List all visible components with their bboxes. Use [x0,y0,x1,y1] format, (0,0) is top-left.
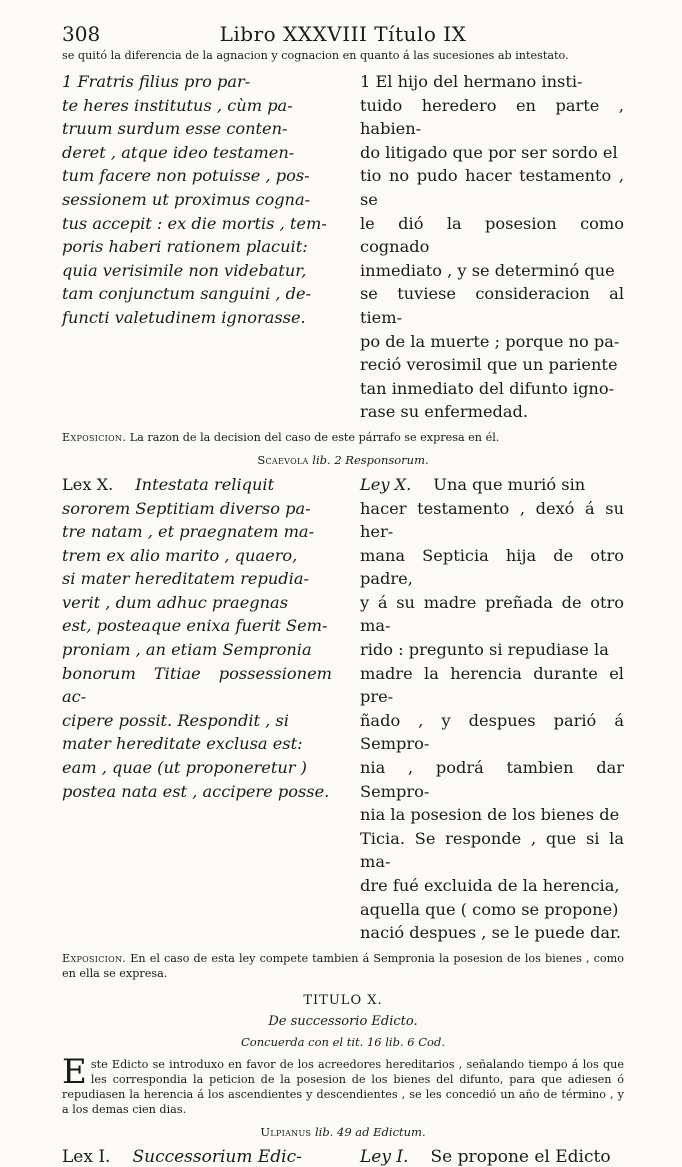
exposicion-text: En el caso de esta ley compete tambien á Sempronia la posesion de los bienes , como en ella se expresa. [62,951,624,980]
ley-label: Ley I. [360,1146,409,1167]
text-line: 1 Fratris filius pro par- [62,72,251,91]
drop-cap: E [62,1051,87,1092]
section-1 [62,70,624,424]
source-work: lib. 49 ad Edictum. [314,1124,426,1139]
running-title: Libro XXXVIII Título IX [219,22,467,46]
text-line: te heres institutus , cùm pa- [62,95,293,115]
text-line: Ticia. Se responde , que si la ma- [360,828,624,872]
text-line: do litigado que por ser sordo el [360,142,618,162]
source-citation-2 [62,1125,624,1139]
text-line: y á su madre preñada de otro ma- [360,592,624,636]
lex-label: Lex I. [62,1146,111,1167]
source-work: lib. 2 Responsorum. [312,452,429,467]
text-line: quia verisimile non videbatur, [62,260,307,280]
source-citation-1 [62,453,624,467]
text-line: tus accepit : ex die mortis , tem- [62,213,327,233]
spanish-column [360,70,624,424]
text-line: ñado , y despues parió á Sempro- [360,710,624,754]
exposicion-label: Exposicion. [62,951,127,965]
text-line: tan inmediato del difunto igno- [360,378,615,398]
text-line: nació despues , se le puede dar. [360,923,622,943]
spanish-first-line [360,473,624,497]
page-number: 308 [62,22,101,46]
text-line: tio no pudo hacer testamento , se [360,166,624,209]
spanish-column [360,473,624,945]
text-line: madre la herencia durante el pre- [360,663,624,707]
latin-first: Successorium Edic- [132,1146,302,1167]
text-line: proniam , an etiam Sempronia [62,640,312,660]
text-line: tuido heredero en parte , habien- [360,95,624,139]
continuation-line: se quitó la diferencia de la agnacion y cognacion en quanto á las sucesiones ab intestato. [62,49,569,62]
text-line: verit , dum adhuc praegnas [62,592,289,612]
text-line: postea nata est , accipere posse. [62,781,330,801]
text-line: tre natam , et praegnatem ma- [62,522,315,542]
book-page [62,18,624,1167]
text-line: rido : pregunto si repudiase la [360,640,609,660]
intro-text: ste Edicto se introduxo en favor de los acreedores hereditarios , señalando tiempo á los que les correspondia la peticion de la posesion de los bienes del difunto, para que adiesen ó repudiasen la herencia á los ascendientes y descendientes , se les concedió un año de término , y a los demas cien dias. [62,1057,624,1116]
text-line: 1 El hijo del hermano insti- [360,72,583,91]
exposicion-2 [62,951,624,981]
latin-column [62,70,332,424]
text-line: poris haberi rationem placuit: [62,237,308,257]
titulo-heading: TITULO X. [303,992,383,1008]
text-line: reció verosimil que un pariente [360,355,618,375]
text-line: trem ex alio marito , quaero, [62,545,298,565]
spanish-text [360,497,624,945]
text-line: cipere possit. Respondit , si [62,710,289,730]
spanish-text [360,70,624,424]
spanish-first: Se propone el Edicto [430,1146,611,1167]
ley-label: Ley X. [360,474,412,494]
text-line: se tuviese consideracion al tiem- [360,284,624,327]
text-line: bonorum Titiae possessionem ac- [62,663,332,707]
text-line: dre fué excluida de la herencia, [360,876,620,895]
text-line: mater hereditate exclusa est: [62,734,303,754]
text-line: mana Septicia hija de otro padre, [360,545,624,589]
latin-column [62,1147,332,1167]
text-line: eam , quae (ut proponeretur ) [62,758,307,778]
latin-column [62,473,332,945]
text-line: le dió la posesion como cognado [360,213,624,257]
lex-label: Lex X. [62,474,114,494]
text-line: rase su enfermedad. [360,402,529,422]
source-author: Ulpianus [260,1124,312,1139]
latin-first-line [62,473,332,497]
text-line: sessionem ut proximus cogna- [62,189,311,209]
latin-first: Intestata reliquit [135,474,275,494]
text-line: tum facere non potuisse , pos- [62,166,310,186]
page-header [62,18,624,48]
concordance-note: Concuerda con el tit. 16 lib. 6 Cod. [241,1034,445,1049]
text-line: aquella que ( como se propone) [360,899,619,919]
text-line: functi valetudinem ignorasse. [62,307,306,327]
intro-paragraph [62,1051,624,1117]
text-line: inmediato , y se determinó que [360,260,615,280]
titulo-rubric: De successorio Edicto. [268,1013,418,1029]
text-line: nia , podrá tambien dar Sempro- [360,758,624,801]
text-line: est, posteaque enixa fuerit Sem- [62,616,328,636]
text-line: po de la muerte ; porque no pa- [360,331,620,351]
exposicion-text: La razon de la decision del caso de este párrafo se expresa en él. [129,430,500,444]
text-line: nia la posesion de los bienes de [360,805,620,825]
section-2 [62,473,624,945]
text-line: hacer testamento , dexó á su her- [360,498,624,542]
text-line: tam conjunctum sanguini , de- [62,284,312,304]
text-line: sororem Septitiam diverso pa- [62,498,311,518]
spanish-column [360,1147,624,1167]
exposicion-label: Exposicion. [62,430,127,444]
source-author: Scaevola [257,452,309,467]
text-line: truum surdum esse conten- [62,119,288,139]
text-line: si mater hereditatem repudia- [62,569,309,589]
exposicion-1 [62,430,624,445]
latin-text [62,497,332,804]
text-line: deret , atque ideo testamen- [62,142,295,162]
spanish-first: Una que murió sin [433,474,586,494]
section-3 [62,1147,624,1167]
latin-text [62,70,332,330]
